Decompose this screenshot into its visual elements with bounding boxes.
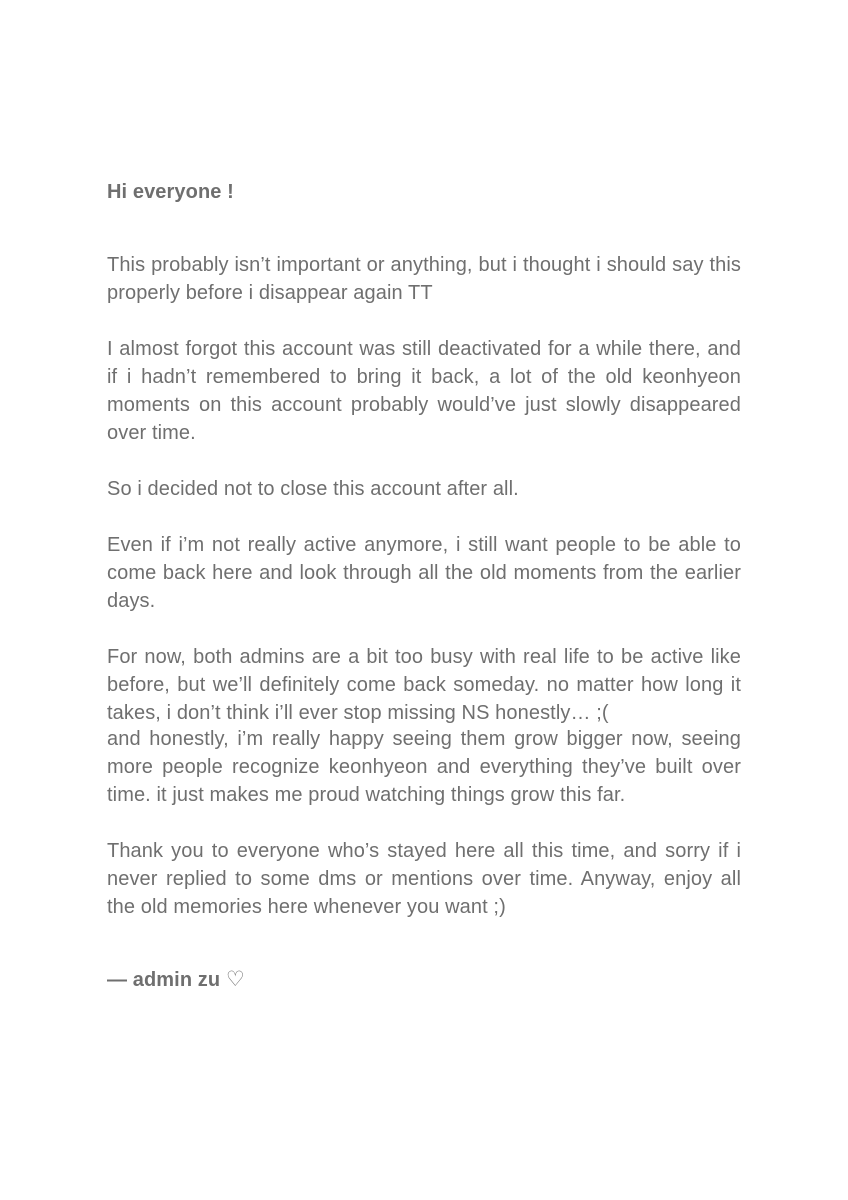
paragraph-intro: This probably isn’t important or anything, but i thought i should say this properly before i disappear again TT — [107, 254, 741, 304]
greeting-heading: Hi everyone ! — [107, 181, 234, 203]
signature — [107, 965, 741, 994]
signature-text: — admin zu — [107, 969, 221, 991]
paragraph-admins-busy: For now, both admins are a bit too busy with real life to be active like before, but we’ll definitely come back someday. no matter how long it takes, i don’t think i’ll ever stop missing NS honestly… ;( — [107, 646, 741, 724]
letter-body — [107, 251, 741, 921]
paragraph-archive: Even if i’m not really active anymore, i still want people to be able to come back here and look through all the old moments from the earlier days. — [107, 534, 741, 612]
paragraph-proud: and honestly, i’m really happy seeing them grow bigger now, seeing more people recognize keonhyeon and everything they’ve built over time. it just makes me proud watching things grow this far. — [107, 728, 741, 806]
heart-icon: ♡ — [225, 967, 245, 991]
paragraph-deactivated: I almost forgot this account was still deactivated for a while there, and if i hadn’t remembered to bring it back, a lot of the old keonhyeon moments on this account probably would’ve just slowly disappeared over time. — [107, 338, 741, 444]
letter — [107, 178, 741, 994]
paragraph-thanks: Thank you to everyone who’s stayed here all this time, and sorry if i never replied to some dms or mentions over time. Anyway, enjoy all the old memories here whenever you want ;) — [107, 840, 741, 918]
paragraph-decision: So i decided not to close this account after all. — [107, 478, 519, 500]
